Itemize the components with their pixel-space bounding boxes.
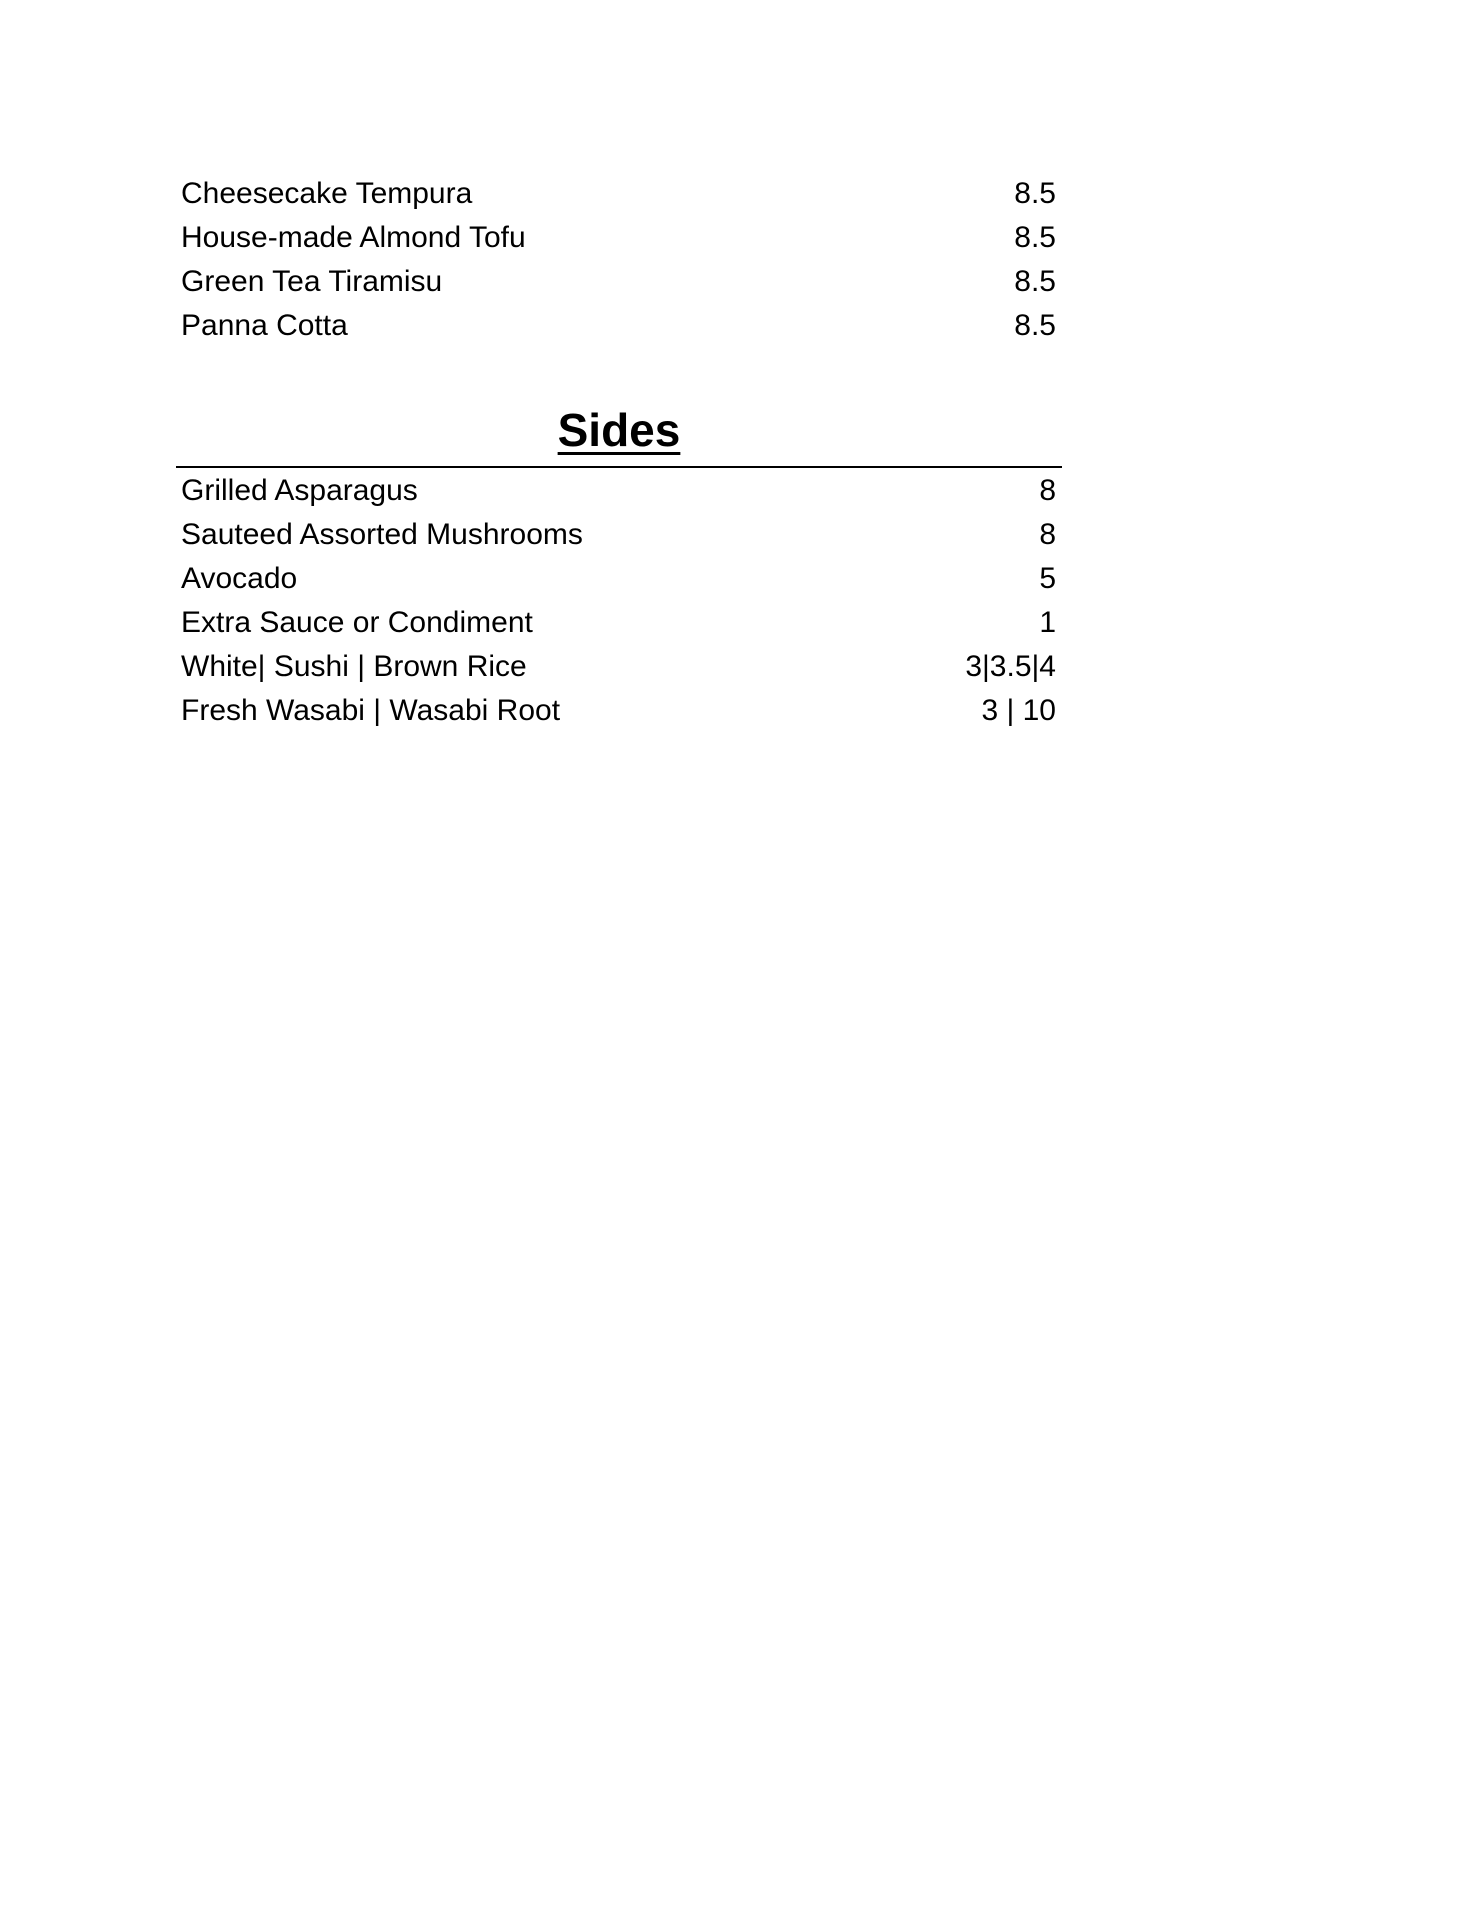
menu-item [176, 216, 1062, 260]
menu-item-name: Avocado [181, 562, 298, 595]
menu-item-price: 8.5 [1014, 265, 1056, 298]
menu-item [176, 645, 1062, 689]
menu-item [176, 557, 1062, 601]
menu-item-name: White| Sushi | Brown Rice [181, 650, 527, 683]
menu-item-name: Grilled Asparagus [181, 474, 418, 507]
menu-item-price: 1 [1039, 606, 1056, 639]
menu-item [176, 304, 1062, 348]
menu-item [176, 689, 1062, 733]
menu-item-name: Panna Cotta [181, 309, 348, 342]
menu-item-name: Fresh Wasabi | Wasabi Root [181, 694, 561, 727]
menu-item-price: 8 [1039, 474, 1056, 507]
section-divider [176, 466, 1062, 468]
menu-item [176, 260, 1062, 304]
menu-item-name: Sauteed Assorted Mushrooms [181, 518, 583, 551]
menu-item-price: 3|3.5|4 [965, 650, 1056, 683]
menu-item-name: Extra Sauce or Condiment [181, 606, 533, 639]
menu-item [176, 601, 1062, 645]
menu-item-name: Cheesecake Tempura [181, 177, 473, 210]
menu-item-price: 8.5 [1014, 221, 1056, 254]
menu-item-price: 8.5 [1014, 309, 1056, 342]
menu-item-price: 5 [1039, 562, 1056, 595]
menu-item [176, 172, 1062, 216]
sides-heading: Sides [557, 404, 681, 456]
menu-item-price: 8.5 [1014, 177, 1056, 210]
menu-item [176, 469, 1062, 513]
desserts-list [176, 172, 1062, 348]
menu-item-name: Green Tea Tiramisu [181, 265, 443, 298]
menu-item [176, 513, 1062, 557]
menu-item-name: House-made Almond Tofu [181, 221, 526, 254]
sides-list [176, 469, 1062, 733]
menu-item-price: 8 [1039, 518, 1056, 551]
menu-item-price: 3 | 10 [981, 694, 1056, 727]
